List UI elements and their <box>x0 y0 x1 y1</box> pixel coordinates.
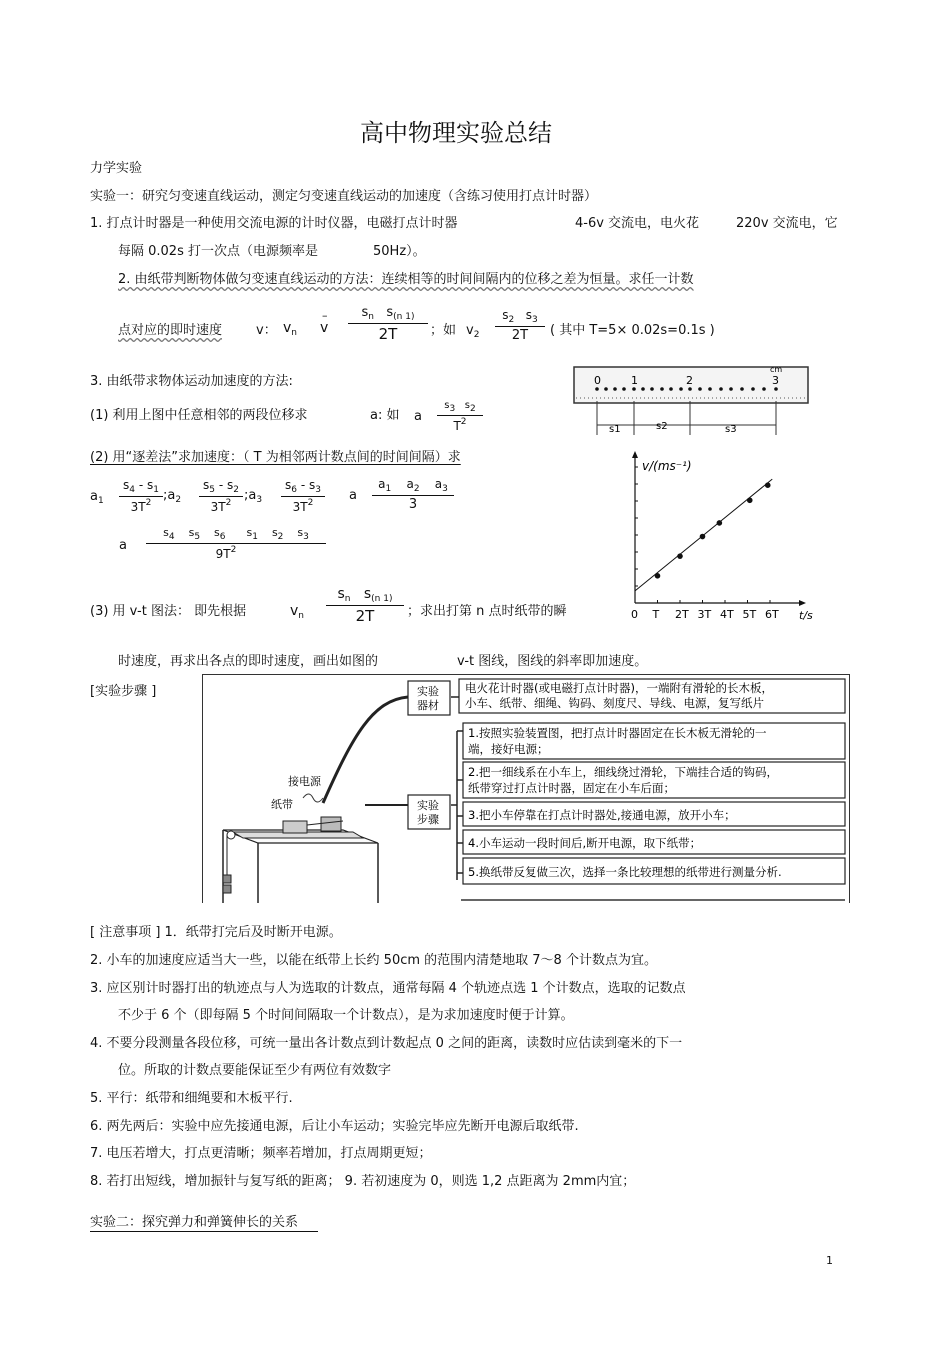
vt-y-arrow <box>632 451 638 458</box>
method3-vn <box>290 603 304 621</box>
hook-weight-1 <box>223 875 231 883</box>
vt-xlabel: t/s <box>799 609 813 622</box>
vt-point <box>700 534 706 540</box>
vt-x-tick-label: 3T <box>697 608 712 621</box>
item2-line2: 点对应的即时速度 <box>118 323 223 338</box>
threeT-a1: 3T <box>130 500 146 514</box>
vt-point <box>765 482 771 488</box>
connector-steps <box>451 731 463 880</box>
sn1-sub: (n 1) <box>393 312 415 322</box>
vn-symbol <box>283 320 297 338</box>
method2-text: (2) 用“逐差法”求加速度：（ T 为相邻两计数点间的时间间隔）求 <box>90 450 461 465</box>
tape-dot <box>650 387 654 391</box>
apparatus-svg <box>203 675 849 903</box>
method3-text: (3) 用 v-t 图法： 即先根据 <box>90 604 247 619</box>
note-2: 3. 应区别计时器打出的轨迹点与人为选取的计数点，通常每隔 4 个轨迹点选 1 个计数点，选取的记数点 <box>90 981 686 996</box>
note-4: 4. 不要分段测量各段位移，可统一量出各计数点到计数起点 0 之间的距离，读数时应估读到毫米的下一 <box>90 1036 683 1051</box>
v2-sub: 2 <box>473 330 480 340</box>
fraction-vn <box>348 305 428 343</box>
vt-ylabel: v/(ms⁻¹) <box>642 459 692 473</box>
vt-point <box>677 553 683 559</box>
T2: T <box>453 419 461 433</box>
vn-v: v <box>283 320 292 336</box>
tape-label-3: 3 <box>772 374 779 387</box>
vt-x-arrow <box>799 600 806 606</box>
method1-text: (1) 利用上图中任意相邻的两段位移求 <box>90 408 308 423</box>
note-6: 5. 平行：纸带和细绳要和木板平行. <box>90 1091 293 1106</box>
method3-vn-v: v <box>290 603 299 619</box>
v-label: v： <box>256 323 277 338</box>
method1-a-symbol: a <box>414 409 422 424</box>
fraction-method3-den: 2T <box>355 607 375 625</box>
tape-dot <box>622 387 626 391</box>
step-1-line-2: 端，接好电源； <box>468 742 549 756</box>
fraction-a2-den: $3T^2$ <box>210 498 232 514</box>
method3-vn-sub: n <box>298 611 305 621</box>
a-total-label: a <box>119 538 127 553</box>
zhidai-label: 纸带 <box>271 798 293 811</box>
tape-dot <box>698 387 702 391</box>
tape-dot <box>604 387 608 391</box>
step-4-line: 4.小车运动一段时间后,断开电源，取下纸带； <box>468 836 702 850</box>
qicai-text-1: 电火花计时器(或电磁打点计时器)，一端附有滑轮的长木板， <box>465 681 773 695</box>
a-avg-label: a <box>349 488 357 503</box>
tape-label-1: 1 <box>631 374 638 387</box>
fraction-vn-den: 2T <box>378 325 398 343</box>
fraction-a1 <box>119 478 163 514</box>
sn-sub: n <box>368 312 374 322</box>
tape-dot <box>613 387 617 391</box>
vt-x-tick-label: 4T <box>720 608 734 621</box>
item2-text: 2. 由纸带判断物体做匀变速直线运动的方法：连续相等的时间间隔内的位移之差为恒量。求任一计数 <box>118 272 694 287</box>
exp1-heading: 实验一：研究匀变速直线运动，测定匀变速直线运动的加速度（含练习使用打点计时器） <box>90 189 598 204</box>
step-3-line: 3.把小车停靠在打点计时器处,接通电源，放开小车； <box>468 808 736 822</box>
nineT: 9T <box>215 547 231 561</box>
jiedianyuan-label: 接电源 <box>288 775 321 788</box>
fraction-avg-num: $a_1$ $a_2$ $a_3$ <box>378 477 448 494</box>
fraction-total-den: $9T^2$ <box>215 545 237 561</box>
method1-a: a: 如 <box>370 408 400 423</box>
tape-dot <box>688 387 692 391</box>
tape-dot <box>719 387 723 391</box>
note-8: 7. 电压若增大，打点更清晰；频率若增加，打点周期更短； <box>90 1146 432 1161</box>
fraction-a1-num: $s_4 - s_1$ <box>123 478 159 495</box>
power-wire <box>303 794 323 802</box>
note-5: 位。所取的计数点要能保证至少有两位有效数字 <box>118 1063 392 1078</box>
item1-freq: 50Hz）。 <box>373 244 426 259</box>
tape-figure <box>573 363 810 439</box>
vbar-symbol: v <box>320 320 329 336</box>
pulley <box>227 831 235 839</box>
item1-text: 1. 打点计时器是一种使用交流电源的计时仪器，电磁打点计时器 <box>90 216 458 231</box>
apparatus-figure <box>202 674 850 903</box>
tape-seg-3: s3 <box>725 424 737 435</box>
method3-text3: 时速度，再求出各点的即时速度，画出如图的 <box>118 654 379 669</box>
section-heading: 力学实验 <box>90 161 143 176</box>
qicai-label-1: 实验 <box>417 685 439 698</box>
note-9: 8. 若打出短线，增加振针与复写纸的距离； 9. 若初速度为 0，则选 1,2 点距离为 2mm内宜； <box>90 1174 636 1189</box>
vt-points <box>655 482 771 578</box>
sn: s <box>361 305 369 320</box>
fraction-method3-num: $s_n$ $s_{(n 1)}$ <box>337 586 393 604</box>
vt-x-tick-label: T <box>652 608 660 621</box>
page-title: 高中物理实验总结 <box>360 119 552 147</box>
fraction-total <box>146 526 326 561</box>
fraction-method1-num: s3 s2 <box>444 400 476 414</box>
s2: s <box>502 308 509 322</box>
fraction-v2-den: 2T <box>511 328 529 343</box>
threeT-a2: 3T <box>210 500 226 514</box>
tape-label-2: 2 <box>686 374 693 387</box>
item1-voltage2: 220v 交流电，它 <box>736 216 838 231</box>
branch-curve-top <box>323 697 408 803</box>
vt-ticks <box>631 467 779 621</box>
qicai-label-2: 器材 <box>417 699 439 712</box>
qizhong-text: ( 其中 T=5× 0.02s=0.1s ) <box>550 323 715 338</box>
ru-text: ；如 <box>430 323 457 338</box>
method3-text4: v-t 图线，图线的斜率即加速度。 <box>457 654 648 669</box>
vt-point <box>747 497 753 503</box>
vt-point <box>717 520 723 526</box>
tape-seg-2: s2 <box>656 421 668 432</box>
fraction-vn-num <box>348 305 428 322</box>
steps-label-2: 步骤 <box>417 813 439 826</box>
tape-dot <box>595 387 599 391</box>
tape-dot <box>751 387 755 391</box>
tape-dot <box>660 387 664 391</box>
fraction-a2-num: $s_5 - s_2$ <box>203 478 239 495</box>
tape-label-0: 0 <box>594 374 601 387</box>
tape-dot <box>632 387 636 391</box>
tape-dot <box>708 387 712 391</box>
tape-dot <box>641 387 645 391</box>
steps-label: [实验步骤 ] <box>90 684 157 699</box>
vbar-bar: – <box>322 309 328 322</box>
fraction-method1-den: $T^2$ <box>453 417 467 433</box>
fraction-a3-num: $s_6 - s_3$ <box>285 478 321 495</box>
timer-box <box>321 817 341 831</box>
fraction-method3 <box>326 586 404 625</box>
fraction-a2 <box>199 478 243 514</box>
cart <box>283 821 307 833</box>
vt-x-tick-label: 0 <box>631 608 638 621</box>
fraction-v2-num: $s_2$ $s_3$ <box>502 308 538 325</box>
sn1: s <box>386 305 394 320</box>
fraction-v2 <box>495 308 545 343</box>
fraction-a3-den: $3T^2$ <box>292 498 314 514</box>
tape-dot <box>774 387 778 391</box>
note-3: 不少于 6 个（即每隔 5 个时间间隔取一个计数点），是为求加速度时便于计算。 <box>118 1008 574 1023</box>
v2-symbol <box>466 323 479 340</box>
tape-dot <box>669 387 673 391</box>
qicai-text-2: 小车、纸带、细绳、钩码、刻度尺、导线、电源，复写纸片 <box>465 696 764 710</box>
s3: s <box>525 308 532 322</box>
note-0: [ 注意事项 ] 1．纸带打完后及时断开电源。 <box>90 925 342 940</box>
fraction-total-num: $s_4$ $s_5$ $s_6$ $s_1$ $s_2$ $s_3$ <box>163 526 309 542</box>
item3-text: 3. 由纸带求物体运动加速度的方法: <box>90 374 293 389</box>
fraction-avg-den: 3 <box>408 497 418 512</box>
a2-label: $;a_2$ <box>163 488 182 505</box>
step-2-line-2: 纸带穿过打点计时器，固定在小车后面； <box>468 781 675 795</box>
tape-dot <box>729 387 733 391</box>
method3-text2: ；求出打第 n 点时纸带的瞬 <box>407 604 567 619</box>
v2-v: v <box>466 323 474 338</box>
threeT-a3: 3T <box>292 500 308 514</box>
vt-x-tick-label: 5T <box>742 608 757 621</box>
vt-graph <box>622 448 822 623</box>
vt-point <box>655 573 661 579</box>
step-2-line-1: 2.把一细线系在小车上，细线绕过滑轮，下端挂合适的钩码， <box>468 765 778 779</box>
item1-voltage: 4-6v 交流电，电火花 <box>575 216 700 231</box>
a1-label: $a_1$ <box>90 489 104 506</box>
page-number: 1 <box>826 1254 833 1267</box>
tape-dot <box>762 387 766 391</box>
steps-label-1: 实验 <box>417 799 439 812</box>
exp2-heading: 实验二：探究弹力和弹簧伸长的关系 <box>90 1211 318 1232</box>
item1-line2: 每隔 0.02s 打一次点（电源频率是 <box>118 244 318 259</box>
tape-cm-label: cm <box>770 365 783 374</box>
fraction-a3 <box>281 478 325 514</box>
tape-seg-1: s1 <box>609 424 621 435</box>
step-5-line: 5.换纸带反复做三次，选择一条比较理想的纸带进行测量分析. <box>468 865 782 879</box>
hook-weight-2 <box>223 885 231 893</box>
vn-sub: n <box>291 328 298 338</box>
tape-dot <box>740 387 744 391</box>
note-1: 2. 小车的加速度应适当大一些，以能在纸带上长约 50cm 的范围内清楚地取 7～8 个计数点为宜。 <box>90 953 657 968</box>
vt-x-tick-label: 6T <box>765 608 779 621</box>
fraction-a1-den: $3T^2$ <box>130 498 152 514</box>
fraction-method1 <box>437 400 483 433</box>
a3-label: $;a_3$ <box>244 488 263 505</box>
step-1-line-1: 1.按照实验装置图，把打点计时器固定在长木板无滑轮的一 <box>468 726 767 740</box>
fraction-avg <box>372 477 454 512</box>
tape-dot <box>679 387 683 391</box>
vt-x-tick-label: 2T <box>675 608 689 621</box>
note-7: 6. 两先两后：实验中应先接通电源，后让小车运动；实验完毕应先断开电源后取纸带. <box>90 1119 579 1134</box>
